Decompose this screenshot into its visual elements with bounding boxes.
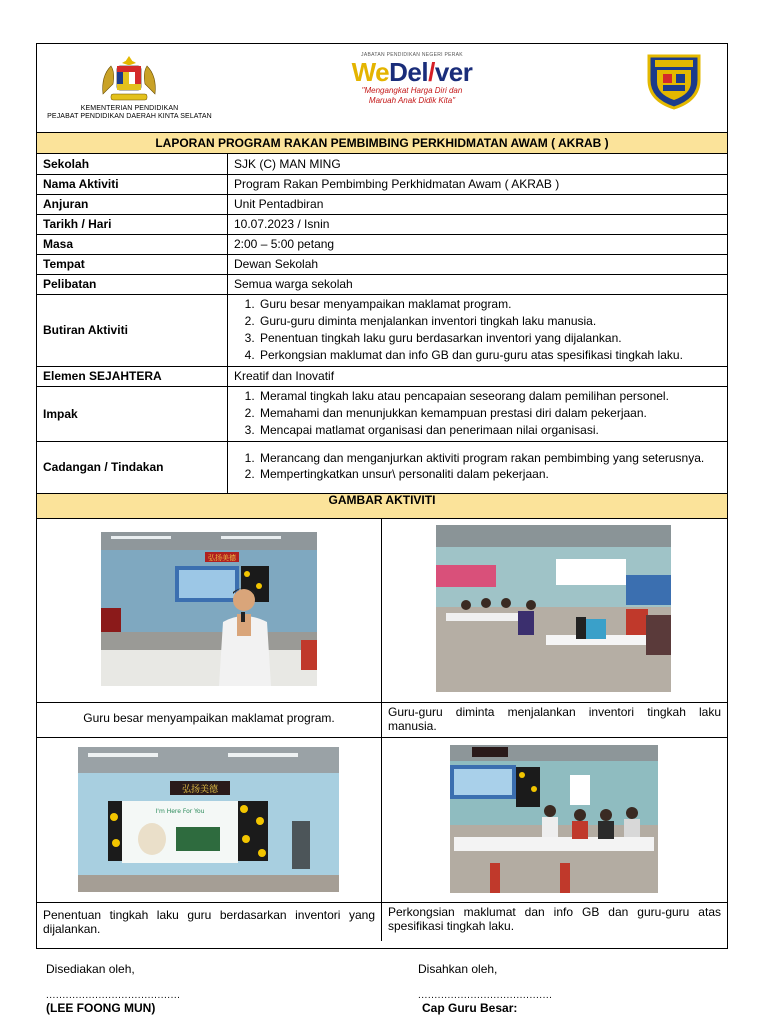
caption-cell bbox=[381, 903, 727, 941]
approved-by-label: Disahkan oleh, bbox=[418, 962, 498, 976]
report-sheet bbox=[36, 43, 728, 949]
field-label: Elemen SEJAHTERA bbox=[37, 366, 228, 386]
photo-caption: Perkongsian maklumat dan info GB dan guru-guru atas spesifikasi tingkah laku. bbox=[388, 904, 721, 933]
ministry-text bbox=[37, 105, 222, 121]
field-row bbox=[37, 214, 727, 234]
field-row bbox=[37, 154, 727, 174]
photo-discussion bbox=[450, 745, 658, 893]
motto-line-1: "Mengangkat Harga Diri dan bbox=[361, 86, 463, 95]
field-row bbox=[37, 194, 727, 214]
caption-cell bbox=[37, 903, 381, 941]
field-label: Anjuran bbox=[37, 194, 228, 214]
list-item: 1. Meramal tingkah laku atau pencapaian seseorang dalam pemilihan personel. bbox=[258, 388, 721, 405]
photo-cell bbox=[37, 519, 381, 702]
caption-cell bbox=[37, 703, 381, 737]
cadangan-list bbox=[228, 441, 728, 493]
elemen-row bbox=[37, 366, 727, 386]
ministry-line-2: PEJABAT PENDIDIKAN DAERAH KINTA SELATAN bbox=[47, 113, 212, 120]
photo-caption: Guru besar menyampaikan maklamat program. bbox=[83, 710, 335, 725]
list-item: 2. Guru-guru diminta menjalankan inventori tingkah laku manusia. bbox=[258, 313, 721, 330]
field-label: Sekolah bbox=[37, 154, 228, 174]
field-label: Nama Aktiviti bbox=[37, 174, 228, 194]
field-label: Pelibatan bbox=[37, 274, 228, 294]
prepared-by-label: Disediakan oleh, bbox=[46, 962, 135, 976]
banner-chinese-text: 弘扬美德 bbox=[181, 784, 219, 795]
field-value: SJK (C) MAN MING bbox=[228, 154, 728, 174]
photo-screen-presentation bbox=[78, 747, 339, 892]
impak-list bbox=[228, 386, 728, 441]
butiran-row bbox=[37, 294, 727, 366]
field-row bbox=[37, 174, 727, 194]
list-item: 2. Mempertingkatkan unsur\ personaliti dalam pekerjaan. bbox=[258, 466, 721, 483]
field-row bbox=[37, 274, 727, 294]
prepared-by-block bbox=[46, 962, 180, 1015]
wedeliver-wordmark: WeDel/ver bbox=[351, 57, 473, 87]
photo-cell bbox=[381, 738, 727, 902]
prepared-by-name: (LEE FOONG MUN) bbox=[46, 1001, 156, 1015]
list-item: 3. Mencapai matlamat organisasi dan penerimaan nilai organisasi. bbox=[258, 422, 721, 439]
signature-line: ......................................... bbox=[46, 990, 181, 1001]
list-item: 4. Perkongsian maklumat dan info GB dan guru-guru atas spesifikasi tingkah laku. bbox=[258, 347, 721, 364]
approved-by-block bbox=[418, 962, 552, 1015]
photo-cell bbox=[381, 519, 727, 702]
field-label: Impak bbox=[37, 386, 228, 441]
signature-line: ......................................... bbox=[418, 990, 553, 1001]
field-label: Masa bbox=[37, 234, 228, 254]
list-item: 2. Memahami dan menunjukkan kemampuan prestasi diri dalam pekerjaan. bbox=[258, 405, 721, 422]
headmaster-stamp-label: Cap Guru Besar: bbox=[422, 1001, 518, 1015]
list-item: 1. Guru besar menyampaikan maklamat program. bbox=[258, 296, 721, 313]
report-title: LAPORAN PROGRAM RAKAN PEMBIMBING PERKHIDMATAN AWAM ( AKRAB ) bbox=[37, 133, 727, 154]
wedeliver-small-text: JABATAN PENDIDIKAN NEGERI PERAK bbox=[361, 52, 463, 58]
impak-row bbox=[37, 386, 727, 441]
wedeliver-logo bbox=[337, 52, 487, 106]
photo-cell bbox=[37, 738, 381, 902]
butiran-list bbox=[228, 294, 728, 366]
field-label: Tempat bbox=[37, 254, 228, 274]
photo-row bbox=[37, 738, 727, 903]
photo-row bbox=[37, 519, 727, 703]
photo-caption: Penentuan tingkah laku guru berdasarkan inventori yang dijalankan. bbox=[43, 907, 375, 936]
photo-caption: Guru-guru diminta menjalankan inventori tingkah laku manusia. bbox=[388, 704, 721, 733]
field-value: Unit Pentadbiran bbox=[228, 194, 728, 214]
field-value: 2:00 – 5:00 petang bbox=[228, 234, 728, 254]
field-value: Program Rakan Pembimbing Perkhidmatan Awam ( AKRAB ) bbox=[228, 174, 728, 194]
photo-grid bbox=[37, 519, 727, 941]
report-header bbox=[37, 44, 727, 133]
field-row bbox=[37, 254, 727, 274]
field-value: 10.07.2023 / Isnin bbox=[228, 214, 728, 234]
ministry-line-1: KEMENTERIAN PENDIDIKAN bbox=[80, 105, 179, 112]
school-badge-icon bbox=[643, 50, 705, 112]
field-value: Dewan Sekolah bbox=[228, 254, 728, 274]
field-label: Tarikh / Hari bbox=[37, 214, 228, 234]
caption-cell bbox=[381, 703, 727, 737]
photo-teachers-tables bbox=[436, 525, 671, 692]
info-table bbox=[37, 154, 727, 494]
field-value: Kreatif dan Inovatif bbox=[228, 366, 728, 386]
malaysia-coat-of-arms-icon bbox=[97, 54, 161, 106]
list-item: 3. Penentuan tingkah laku guru berdasarkan inventori yang dijalankan. bbox=[258, 330, 721, 347]
field-label: Butiran Aktiviti bbox=[37, 294, 228, 366]
motto-line-2: Maruah Anak Didik Kita" bbox=[368, 96, 456, 105]
cadangan-row bbox=[37, 441, 727, 493]
banner-chinese-text: 弘扬美德 bbox=[208, 553, 236, 562]
field-label: Cadangan / Tindakan bbox=[37, 441, 228, 493]
screen-slide-title: I'm Here For You bbox=[155, 807, 205, 815]
caption-row bbox=[37, 903, 727, 941]
field-value: Semua warga sekolah bbox=[228, 274, 728, 294]
field-row bbox=[37, 234, 727, 254]
gambar-aktiviti-heading: GAMBAR AKTIVITI bbox=[37, 494, 727, 519]
photo-speaker bbox=[101, 532, 317, 686]
caption-row bbox=[37, 703, 727, 738]
list-item: 1. Merancang dan menganjurkan aktiviti program rakan pembimbing yang seterusnya. bbox=[258, 451, 721, 466]
